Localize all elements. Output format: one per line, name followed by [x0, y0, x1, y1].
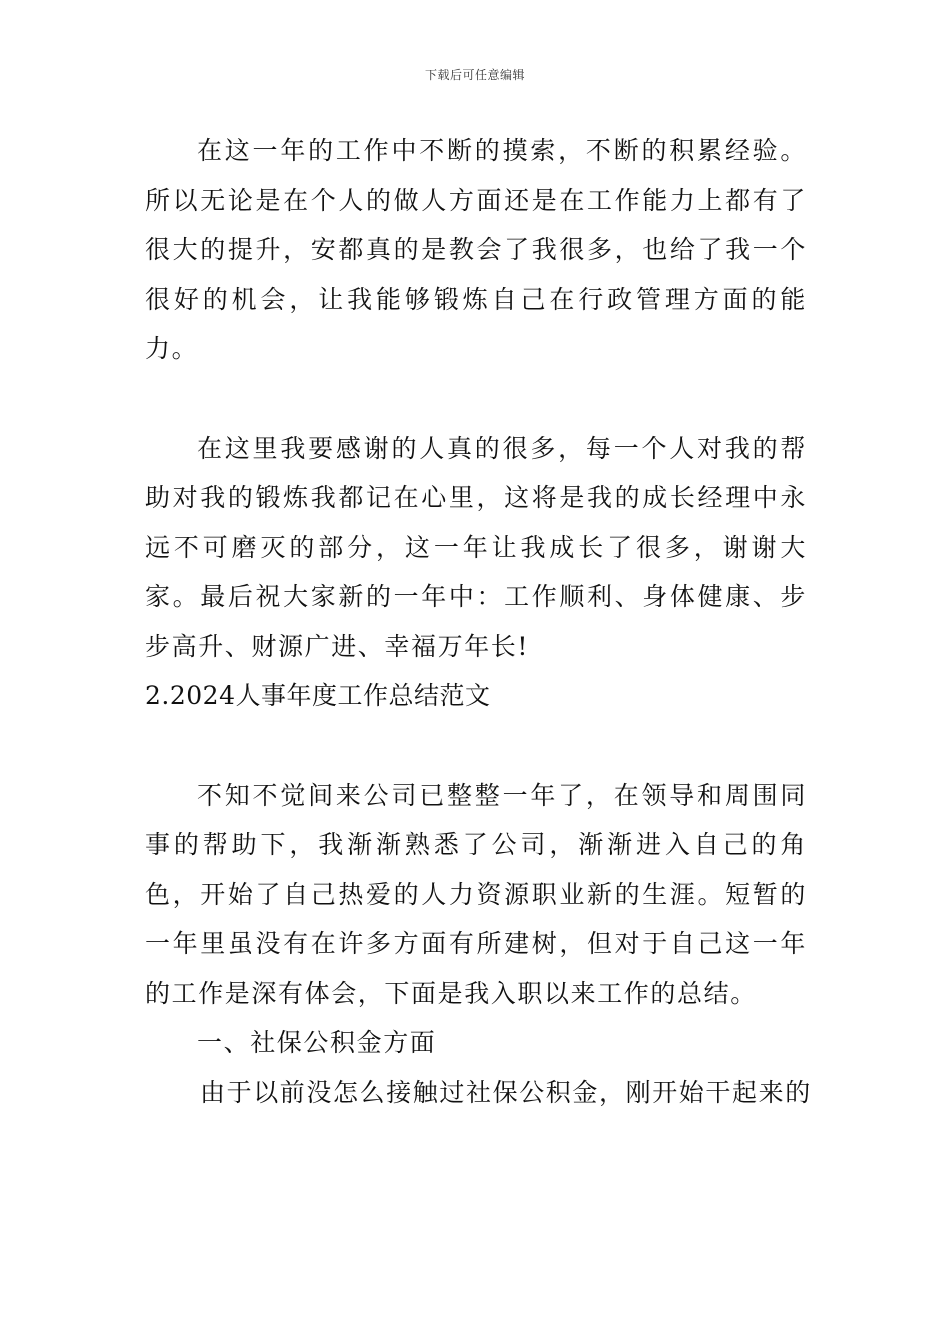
section-heading: 2.2024人事年度工作总结范文: [145, 681, 491, 710]
paragraph-4: 由于以前没怎么接触过社保公积金，刚开始干起来的: [200, 1077, 812, 1107]
paragraph-3: 不知不觉间来公司已整整一年了，在领导和周围同事的帮助下，我渐渐熟悉了公司，渐渐进入自己的角色，开始了自己热爱的人力资源职业新的生涯。短暂的一年里虽没有在许多方面有所建树，但对于自己这一年的工作是深有体会，下面是我入职以来工作的总结。: [145, 780, 807, 1008]
paragraph-1: 在这一年的工作中不断的摸索，不断的积累经验。所以无论是在个人的做人方面还是在工作能力上都有了很大的提升，安都真的是教会了我很多，也给了我一个很好的机会，让我能够锻炼自己在行政管理方面的能力。: [145, 136, 807, 363]
document-body: [145, 126, 812, 1117]
subsection-heading: 一、社保公积金方面: [197, 1028, 437, 1057]
header-note: 下载后可任意编辑: [424, 68, 525, 82]
paragraph-2: 在这里我要感谢的人真的很多，每一个人对我的帮助对我的锻炼我都记在心里，这将是我的成长经理中永远不可磨灭的部分，这一年让我成长了很多，谢谢大家。最后祝大家新的一年中：工作顺利、身体健康、步步高升、财源广进、幸福万年长!: [145, 433, 807, 661]
